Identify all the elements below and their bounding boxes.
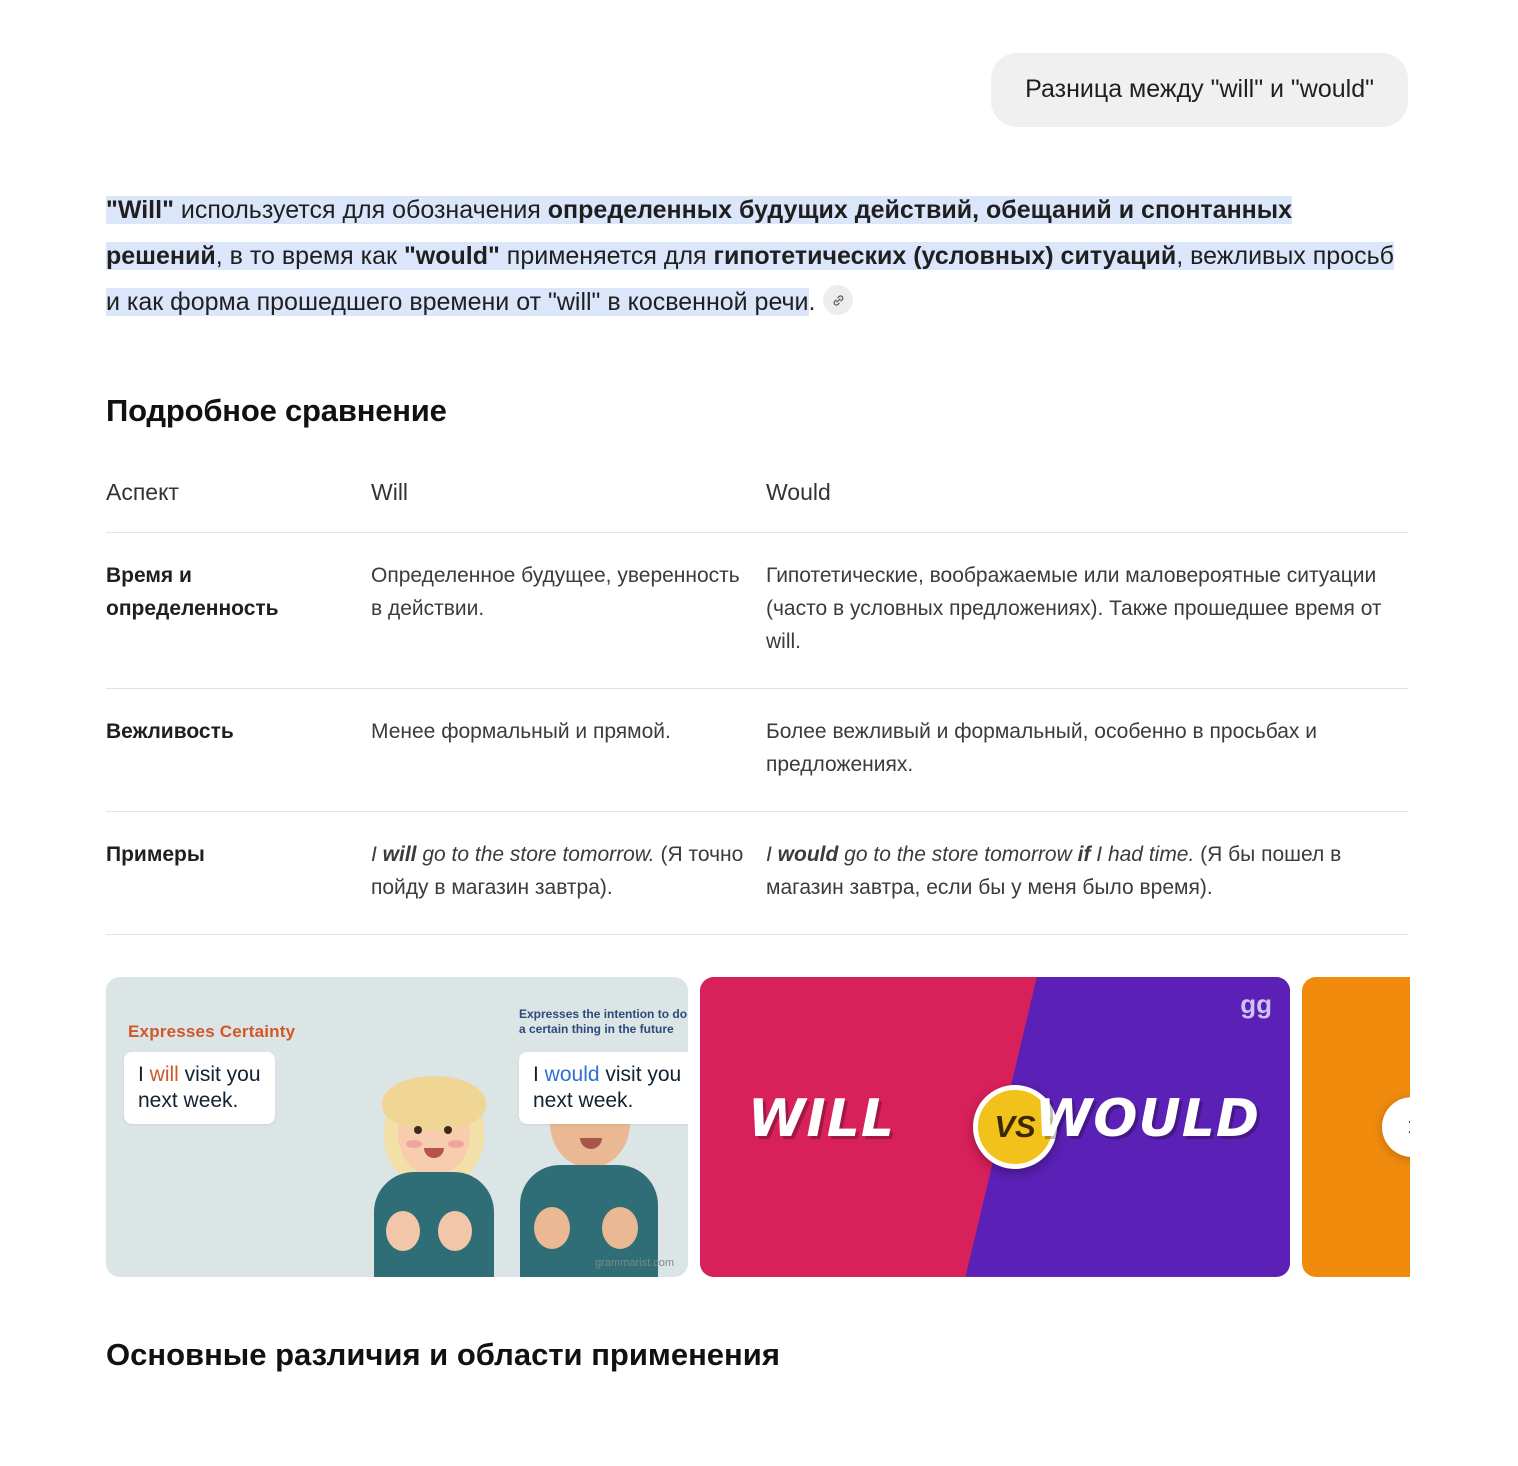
card1-title-left: Expresses Certainty	[128, 1021, 296, 1041]
row-aspect-label: Время и определенность	[106, 532, 371, 688]
row-aspect-label: Вежливость	[106, 688, 371, 811]
row-will-cell	[371, 811, 766, 934]
carousel-track[interactable]	[106, 977, 1410, 1277]
card1-bubble-right-keyword: would	[544, 1062, 600, 1086]
answer-text-2: , в то время как	[215, 241, 404, 270]
answer-bold-definite: определенных будущих действий	[547, 195, 973, 224]
card1-bubble-left	[124, 1052, 275, 1125]
answer-text-1: используется для обозначения	[173, 195, 548, 224]
example-would-a: I	[766, 842, 778, 866]
card1-bubble-right-a: I	[533, 1062, 545, 1086]
illustration-person-left	[356, 1072, 516, 1277]
column-header-aspect: Аспект	[106, 479, 371, 533]
answer-paragraph	[106, 187, 1408, 325]
card1-bubble-left-c: visit you	[178, 1062, 261, 1086]
card1-bubble-left-keyword: will	[149, 1062, 179, 1086]
card1-bubble-right-d: next week.	[533, 1089, 634, 1112]
answer-bold-would: "would"	[403, 241, 500, 270]
answer-text-3: применяется для	[499, 241, 714, 270]
card1-bubble-left-a: I	[138, 1062, 150, 1086]
geeksforgeeks-logo-icon: gg	[1240, 988, 1272, 1019]
section-title: Подробное сравнение	[106, 392, 447, 428]
card1-title-right: Expresses the intention to do a certain thing in the future	[519, 1006, 688, 1037]
user-query-bubble: Разница между "will" и "would"	[991, 53, 1408, 127]
carousel-card-geeksforgeeks[interactable]	[700, 977, 1290, 1277]
answer-bold-promises: , обещаний и спонтанных решений	[106, 195, 1293, 270]
answer-bold-will: "Will"	[106, 195, 174, 224]
row-will-cell: Определенное будущее, уверенность в действии.	[371, 532, 766, 688]
carousel-card-grammarist[interactable]	[106, 977, 688, 1277]
example-would-translation: (Я бы пошел в магазин завтра, если бы у меня было время).	[766, 842, 1342, 899]
answer-text-4: , вежливых просьб и как форма прошедшего времени от "will" в косвенной речи	[106, 241, 1394, 316]
row-aspect-label: Примеры	[106, 811, 371, 934]
card1-bubble-left-d: next week.	[138, 1089, 239, 1112]
example-will-a: I	[371, 842, 383, 866]
example-would-c: go to the store tomorrow	[838, 842, 1078, 866]
table-header-row	[106, 479, 1408, 533]
answer-bold-hypothetical: гипотетических (условных) ситуаций	[713, 241, 1177, 270]
chevron-right-icon	[1403, 1118, 1410, 1136]
link-icon[interactable]	[823, 285, 853, 315]
card2-word-would: WOULD	[1034, 1088, 1260, 1149]
table-row	[106, 811, 1408, 934]
example-will-c: go to the store tomorrow.	[416, 842, 655, 866]
card1-bubble-right-c: visit you	[599, 1062, 682, 1086]
column-header-would: Would	[766, 479, 1408, 533]
column-header-will: Will	[371, 479, 766, 533]
next-section-title: Основные различия и области применения	[106, 1336, 780, 1372]
card1-credit: grammarist.com	[595, 1256, 674, 1269]
image-carousel[interactable]	[106, 977, 1410, 1277]
example-would-keyword: would	[777, 842, 839, 866]
card1-bubble-right	[519, 1052, 688, 1125]
table-row	[106, 532, 1408, 688]
row-would-cell: Более вежливый и формальный, особенно в просьбах и предложениях.	[766, 688, 1408, 811]
example-would-if: if	[1077, 842, 1091, 866]
comparison-table	[106, 479, 1408, 935]
answer-period: .	[808, 287, 816, 316]
row-will-cell: Менее формальный и прямой.	[371, 688, 766, 811]
example-would-e: I had time.	[1090, 842, 1195, 866]
row-would-cell: Гипотетические, воображаемые или маловероятные ситуации (часто в условных предложениях). Также прошедшее время от will.	[766, 532, 1408, 688]
card2-word-will: WILL	[748, 1088, 895, 1149]
user-query-row	[0, 0, 1518, 127]
example-will-translation: (Я точно пойду в магазин завтра).	[371, 842, 744, 899]
table-row	[106, 688, 1408, 811]
example-will-keyword: will	[382, 842, 417, 866]
card2-vs-badge: VS	[973, 1085, 1057, 1169]
row-would-cell	[766, 811, 1408, 934]
